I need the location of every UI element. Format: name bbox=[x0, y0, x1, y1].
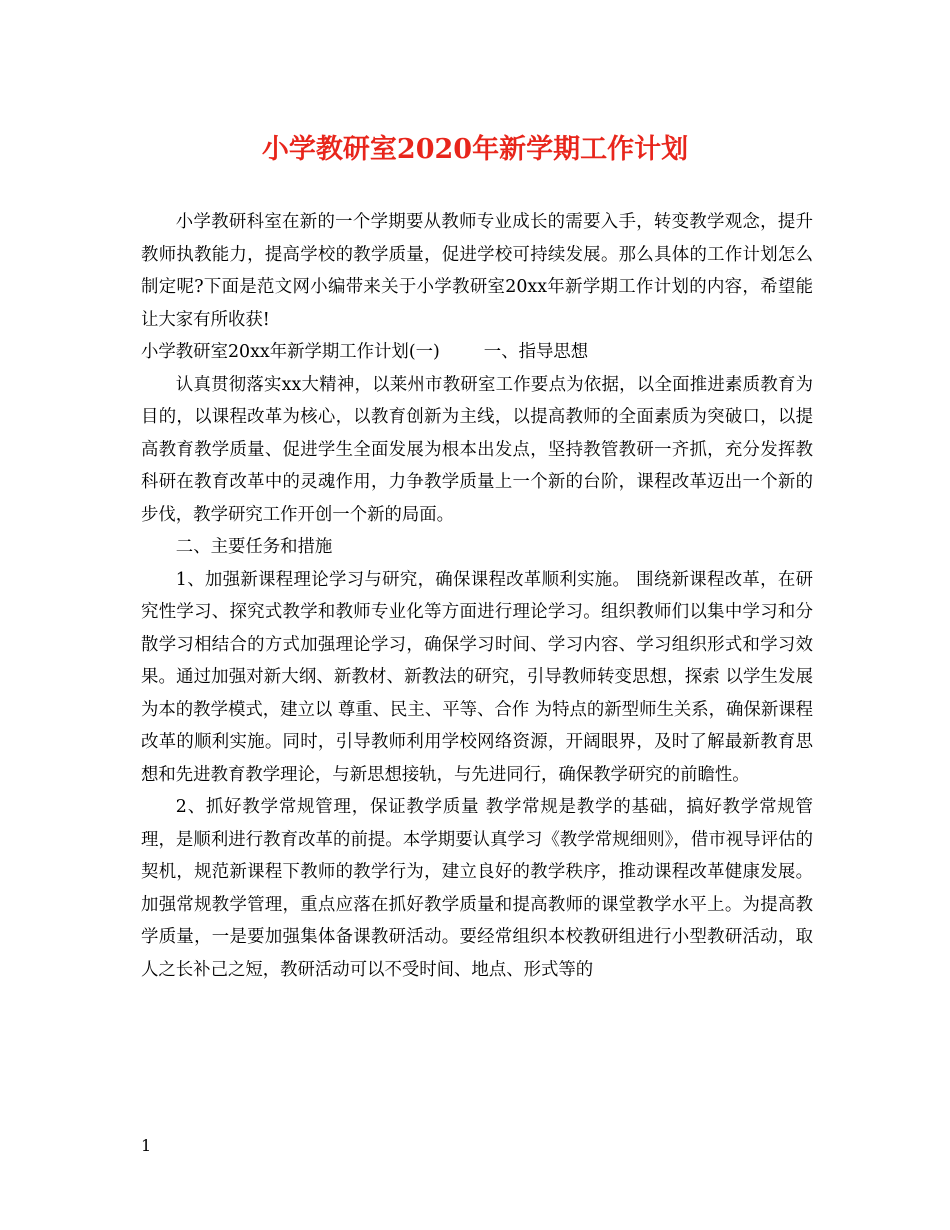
section-title: 小学教研室20xx年新学期工作计划(一) bbox=[141, 342, 440, 362]
task-1-paragraph: 1、加强新课程理论学习与研究，确保课程改革顺利实施。 围绕新课程改革，在研究性学习、探究式教学和教师专业化等方面进行理论学习。组织教师们以集中学习和分散学习相结合的方式加强理论学习，确保学习时间、学习内容、学习组织形式和学习效果。通过加强对新大纲、新教材、新教法的研究，引导教师转变思想，探索 以学生发展 为本的教学模式，建立以 尊重、民主、平等、合作 为特点的新型师生关系，确保新课程改革的顺利实施。同时，引导教师利用学校网络资源，开阔眼界，及时了解最新教育思想和先进教育教学理论，与新思想接轨，与先进同行，确保教学研究的前瞻性。 bbox=[141, 569, 813, 785]
document-title: 小学教研室2020年新学期工作计划 bbox=[261, 134, 689, 165]
document-body bbox=[141, 206, 813, 986]
section-title-line bbox=[141, 336, 813, 369]
page-number: 1 bbox=[141, 1136, 152, 1155]
guiding-paragraph: 认真贯彻落实xx大精神，以莱州市教研室工作要点为依据，以全面推进素质教育为目的，以课程改革为核心，以教育创新为主线，以提高教师的全面素质为突破口，以提高教育教学质量、促进学生全面发展为根本出发点，坚持教管教研一齐抓，充分发挥教科研在教育改革中的灵魂作用，力争教学质量上一个新的台阶，课程改革迈出一个新的步伐，教学研究工作开创一个新的局面。 bbox=[141, 374, 813, 525]
section-heading-guiding: 一、指导思想 bbox=[483, 342, 589, 362]
section-heading-tasks: 二、主要任务和措施 bbox=[175, 537, 333, 557]
intro-paragraph: 小学教研科室在新的一个学期要从教师专业成长的需要入手，转变教学观念，提升教师执教能力，提高学校的教学质量，促进学校可持续发展。那么具体的工作计划怎么制定呢?下面是范文网小编带来关于小学教研室20xx年新学期工作计划的内容，希望能让大家有所收获! bbox=[141, 212, 813, 330]
task-2-paragraph: 2、抓好教学常规管理，保证教学质量 教学常规是教学的基础，搞好教学常规管理，是顺利进行教育改革的前提。本学期要认真学习《教学常规细则》，借市视导评估的契机，规范新课程下教师的教学行为，建立良好的教学秩序，推动课程改革健康发展。加强常规教学管理，重点应落在抓好教学质量和提高教师的课堂教学水平上。为提高教学质量，一是要加强集体备课教研活动。要经常组织本校教研组进行小型教研活动，取人之长补己之短，教研活动可以不受时间、地点、形式等的 bbox=[141, 797, 813, 980]
